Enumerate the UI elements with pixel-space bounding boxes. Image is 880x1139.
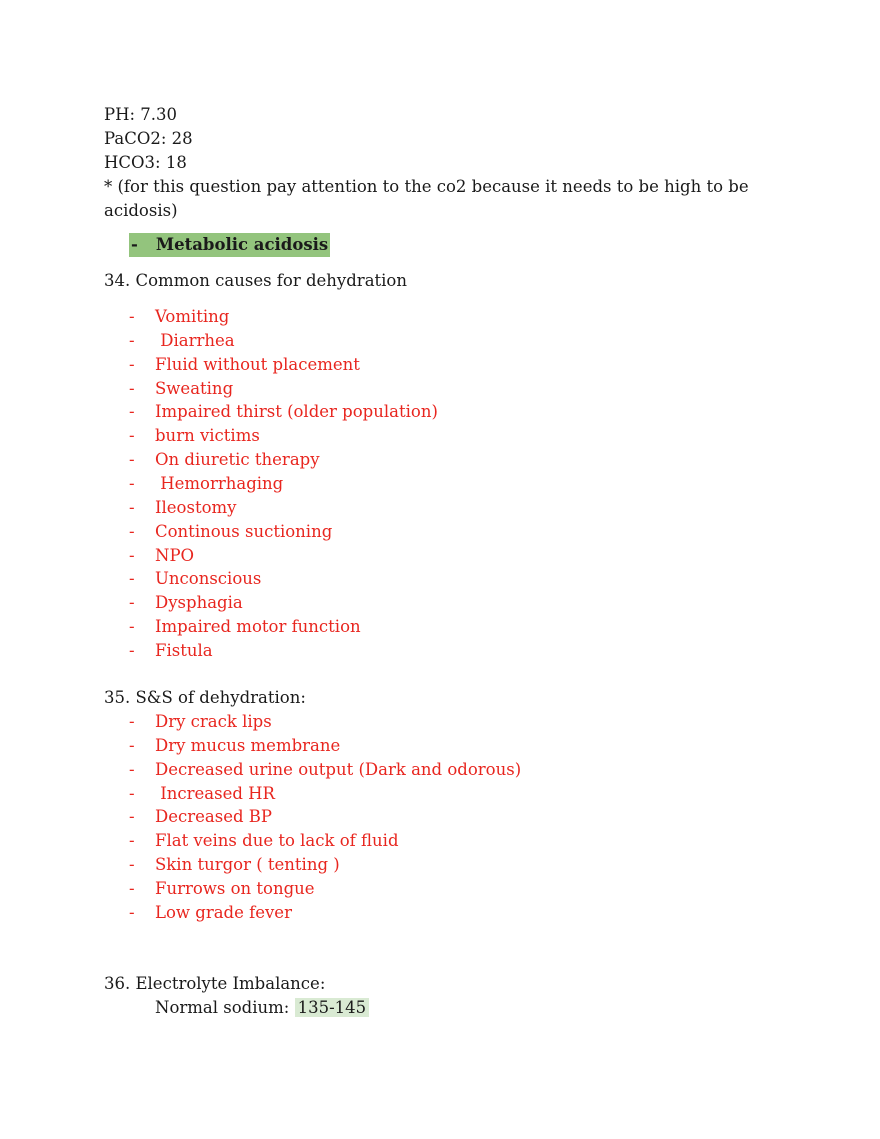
answer-text: Metabolic acidosis bbox=[155, 235, 329, 254]
q35-list-bullet: - bbox=[129, 878, 135, 898]
q35-list-item: Decreased urine output (Dark and odorous) bbox=[155, 759, 522, 779]
q34-heading: 34. Common causes for dehydration bbox=[104, 271, 407, 290]
q34-list-item: Sweating bbox=[155, 378, 234, 398]
q35-list-bullet: - bbox=[129, 807, 135, 827]
q34-list-bullet: - bbox=[129, 545, 135, 565]
q35-heading: 35. S&S of dehydration: bbox=[104, 688, 306, 707]
q34-list-bullet: - bbox=[129, 640, 135, 660]
sodium-value: 135-145 bbox=[295, 998, 370, 1017]
q34-list-bullet: - bbox=[129, 330, 135, 350]
q34-list-bullet: - bbox=[129, 521, 135, 541]
note-line-2: acidosis) bbox=[104, 201, 178, 220]
q34-list-bullet: - bbox=[129, 617, 135, 637]
q34-list-item: On diuretic therapy bbox=[155, 450, 320, 470]
q35-list-bullet: - bbox=[129, 735, 135, 755]
q34-list-bullet: - bbox=[129, 450, 135, 470]
q35-list-bullet: - bbox=[129, 831, 135, 851]
q34-list-item: burn victims bbox=[155, 426, 260, 446]
paco2-value: PaCO2: 28 bbox=[104, 129, 193, 148]
q34-list-item: Ileostomy bbox=[155, 497, 237, 517]
q34-list-item: Fistula bbox=[155, 640, 213, 660]
sodium-label: Normal sodium: bbox=[155, 998, 295, 1017]
q35-list-item: Furrows on tongue bbox=[155, 878, 315, 898]
q35-list-item: Decreased BP bbox=[155, 807, 272, 827]
q35-list-bullet: - bbox=[129, 712, 135, 731]
q34-list-item: Continous suctioning bbox=[155, 521, 333, 541]
sodium-line bbox=[155, 996, 369, 1020]
q34-list-item: Impaired thirst (older population) bbox=[155, 402, 438, 422]
q34-list-bullet: - bbox=[129, 497, 135, 517]
q35-list-item: Flat veins due to lack of fluid bbox=[155, 831, 399, 851]
q34-list-item: NPO bbox=[155, 545, 195, 565]
q34-list-item: Unconscious bbox=[155, 569, 262, 589]
q35-list-item: Skin turgor ( tenting ) bbox=[155, 855, 340, 875]
q34-list-bullet: - bbox=[129, 593, 135, 613]
q34-list-bullet: - bbox=[129, 354, 135, 374]
q36-heading: 36. Electrolyte Imbalance: bbox=[104, 974, 326, 993]
q34-list-bullet: - bbox=[129, 307, 135, 326]
ph-value: PH: 7.30 bbox=[104, 105, 178, 124]
q34-list-bullet: - bbox=[129, 378, 135, 398]
q35-list-item: Dry mucus membrane bbox=[155, 735, 341, 755]
q34-list-item: Impaired motor function bbox=[155, 617, 361, 637]
q34-list-bullet: - bbox=[129, 473, 135, 493]
q34-list-bullet: - bbox=[129, 426, 135, 446]
q34-list-item: Vomiting bbox=[155, 307, 230, 326]
q35-list-bullet: - bbox=[129, 783, 135, 803]
q35-list-bullet: - bbox=[129, 855, 135, 875]
hco3-value: HCO3: 18 bbox=[104, 153, 187, 172]
q34-list-item: Dysphagia bbox=[155, 593, 243, 613]
note-line-1: * (for this question pay attention to the co2 because it needs to be high to be bbox=[104, 177, 749, 196]
q35-list-bullet: - bbox=[129, 902, 135, 922]
q35-list-item: Increased HR bbox=[155, 783, 275, 803]
q34-list-item: Hemorrhaging bbox=[155, 473, 284, 493]
answer-dash: - bbox=[131, 235, 138, 254]
q35-list-item: Dry crack lips bbox=[155, 712, 272, 731]
answer-highlight bbox=[129, 233, 330, 257]
q34-list-item: Diarrhea bbox=[155, 330, 235, 350]
q34-list-bullet: - bbox=[129, 402, 135, 422]
q34-list-bullet: - bbox=[129, 569, 135, 589]
q35-list-item: Low grade fever bbox=[155, 902, 292, 922]
q34-list-item: Fluid without placement bbox=[155, 354, 360, 374]
q35-list-bullet: - bbox=[129, 759, 135, 779]
